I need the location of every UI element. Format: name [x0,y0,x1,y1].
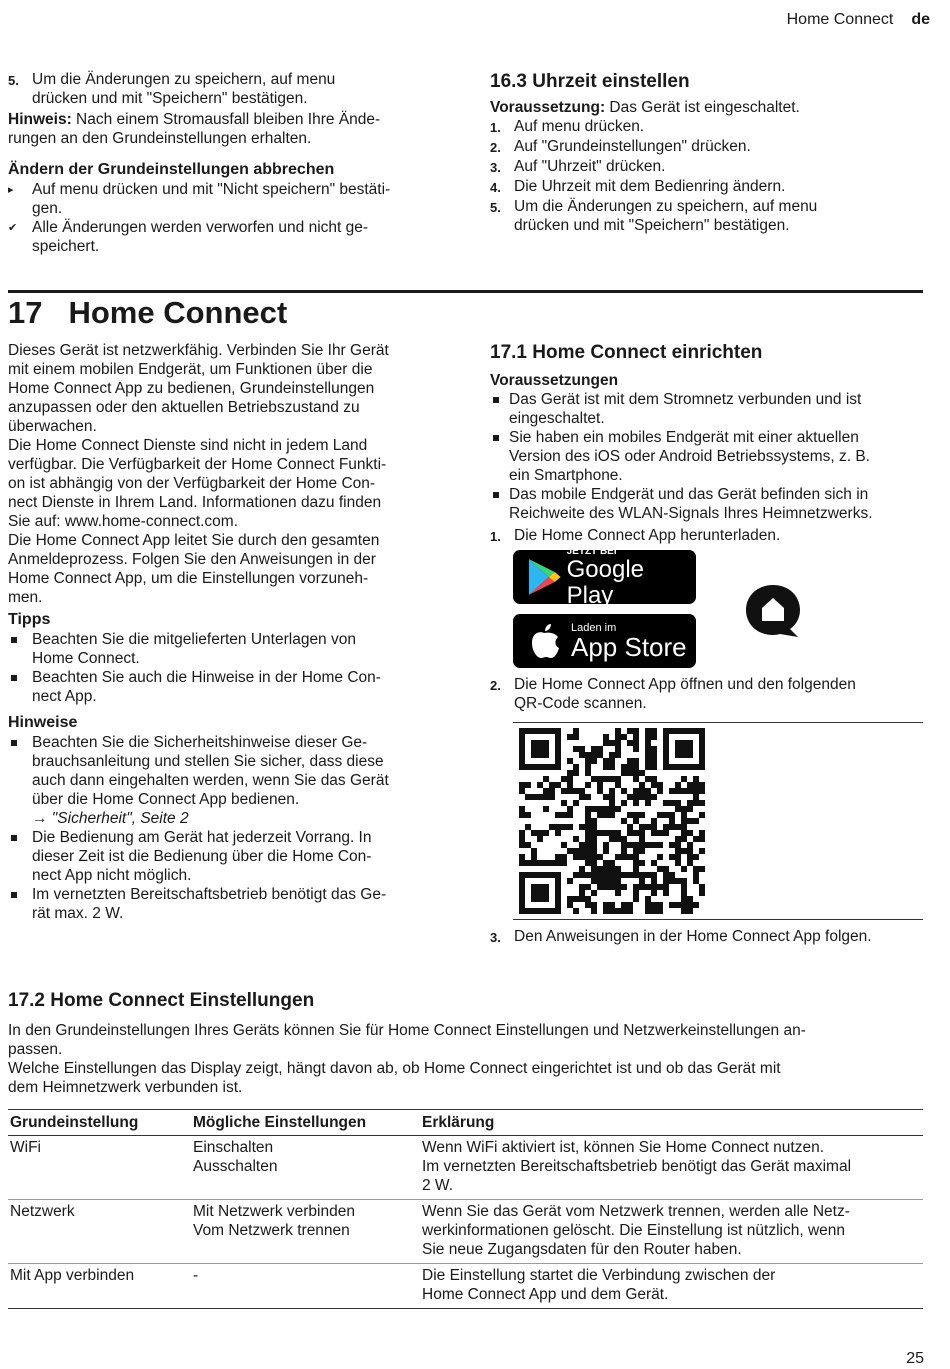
text-line: werkinformationen gelöscht. Die Einstellung ist nützlich, wenn [422,1222,846,1239]
step-text: Um die Änderungen zu speichern, auf [514,198,779,215]
chapter-17-body [8,341,440,923]
intro-text [8,1021,923,1097]
list-item [490,390,925,428]
text-line: Sie haben ein mobiles Endgerät mit einer aktuellen [509,429,859,446]
text-line: on ist abhängig von der Verfügbarkeit der Home Con- [8,475,376,492]
column-header: Erklärung [420,1110,923,1136]
list-item [8,630,440,668]
bullet-square-icon [490,390,509,428]
cancel-instruction [8,180,440,218]
badge-large-text: Google Play [566,555,644,609]
text-line: Beachten Sie auch die Hinweise in der Home Con- [32,669,381,686]
intro-paragraph [8,341,440,607]
step-number: 3. [490,160,501,175]
chapter-number: 17 [8,295,43,330]
menu-key-label: menu [541,118,581,135]
section-16-3 [490,70,925,235]
step-text: Die Home Connect App herunterladen. [514,527,781,544]
section-heading: 17.2 Home Connect Einstellungen [8,990,315,1011]
cancel-result [8,218,440,256]
text-line: - [193,1267,199,1284]
text-line: passen. [8,1041,63,1058]
qr-code [519,728,705,914]
text-line: dieser Zeit ist die Bedienung über die Home Con- [32,848,372,865]
text-line: Version des iOS oder Android Betriebssystems, z. B. [509,448,870,465]
text-line: überwachen. [8,418,97,435]
menu-key-label: menu [778,198,818,215]
bullet-square-icon [490,428,509,485]
step-number: 2. [490,140,501,155]
text-line: auch dann eingehalten werden, wenn Sie das Gerät [32,772,389,789]
result-text: speichert. [32,238,100,255]
text-line: brauchsanleitung und stellen Sie sicher, dass diese [32,753,384,770]
table-header-row [8,1110,923,1136]
previous-section-end [8,70,440,256]
text-line: nect App nicht möglich. [32,867,192,884]
text-line: Anmeldeprozess. Folgen Sie den Anweisungen in der [8,551,376,568]
step-number: 1. [490,529,501,544]
step-2 [490,675,925,713]
cross-reference-link[interactable]: → "Sicherheit", Seite 2 [32,810,189,827]
bullet-square-icon [8,733,32,828]
text-line: Home Connect. [32,650,140,667]
prerequisite [490,98,925,117]
text-line: Die Home Connect App leitet Sie durch den gesamten [8,532,380,549]
list-item-text [32,828,371,885]
page-header [787,11,930,29]
text-line: Sie neue Zugangsdaten für den Router haben. [422,1241,742,1258]
step-number: 3. [490,930,501,945]
step-number: 2. [490,678,501,693]
column-header: Mögliche Einstellungen [191,1110,420,1136]
text-line: mit einem mobilen Endgerät, um Funktionen über die [8,361,373,378]
table-cell-setting: Mit App verbinden [8,1264,191,1309]
instruction-text: gen. [32,200,63,217]
intro-text [8,341,440,607]
step-number: 5. [490,200,501,215]
chapter-name: Home Connect [68,295,288,330]
step-text: Auf [514,118,542,135]
step-text: Die Uhrzeit mit dem Bedienring ändern. [514,178,786,195]
step-1 [490,117,925,137]
text-line: Beachten Sie die mitgelieferten Unterlagen von [32,631,356,648]
text-line: In den Grundeinstellungen Ihres Geräts können Sie für Home Connect Einstellungen und Netzwerkeinstellungen an- [8,1022,806,1039]
text-line: Ausschalten [193,1158,278,1175]
step-3 [490,157,925,177]
text-line: Die Bedienung am Gerät hat jederzeit Vorrang. In [32,829,372,846]
google-play-badge[interactable] [513,545,696,609]
step-3 [490,927,925,947]
list-item-text [32,885,386,923]
text-line: Das mobile Endgerät und das Gerät befinden sich in [509,486,869,503]
text-line: Die Einstellung startet die Verbindung zwischen der [422,1267,776,1284]
text-line: QR-Code scannen. [514,695,647,712]
table-cell-setting: WiFi [8,1136,191,1200]
settings-table [8,1109,923,1309]
list-item-text [32,733,389,809]
list-item-text [509,390,861,428]
page-number: 25 [906,1350,924,1367]
step-text: Auf "Uhrzeit" drücken. [514,158,666,175]
text-line: Vom Netzwerk trennen [193,1222,350,1239]
text-line: Reichweite des WLAN-Signals Ihres Heimnetzwerks. [509,505,873,522]
section-17-2 [8,989,923,1309]
intro-paragraph [8,1021,923,1097]
section-heading: 16.3 Uhrzeit einstellen [490,71,690,92]
home-connect-logo-icon [744,583,802,639]
step-2 [490,137,925,157]
column-header: Grundeinstellung [8,1110,191,1136]
list-item [8,828,440,885]
text-line: verfügbar. Die Verfügbarkeit der Home Connect Funkti- [8,456,387,473]
list-item [490,428,925,485]
text-line: Sie auf: www.home-connect.com. [8,513,239,530]
text-line: ein Smartphone. [509,467,623,484]
step-5 [8,70,440,108]
result-text: Alle Änderungen werden verworfen und nicht ge- [32,219,369,236]
text-line: Im vernetzten Bereitschaftsbetrieb benötigt das Ge- [32,886,387,903]
table-cell-explanation [420,1136,923,1200]
table-cell-options [191,1136,420,1200]
list-item [8,885,440,923]
arrow-right-icon: ▸ [8,184,14,196]
google-play-icon [525,557,563,597]
prerequisite-text: Das Gerät ist eingeschaltet. [605,99,800,116]
step-5 [490,197,925,235]
badge-small-text: Laden im [571,621,617,634]
text-line: Das Gerät ist mit dem Stromnetz verbunden und ist [509,391,862,408]
section-heading: 17.1 Home Connect einrichten [490,342,763,363]
note-text: rungen an den Grundeinstellungen erhalten. [8,130,312,147]
text-line: men. [8,589,43,606]
section-17-1 [490,341,925,546]
bullet-square-icon [8,828,32,885]
menu-key-label: menu [296,71,336,88]
text-line: Home Connect App und dem Gerät. [422,1286,669,1303]
text-line: Home Connect App zu bedienen, Grundeinstellungen [8,380,375,397]
step-1 [490,526,925,546]
text-line: Home Connect App, um die Einstellungen vorzuneh- [8,570,369,587]
step-text: Den Anweisungen in der Home Connect App folgen. [514,928,872,945]
text-line: anzupassen oder den aktuellen Betriebszustand zu [8,399,360,416]
prerequisites-list [490,390,925,523]
list-item-text [32,630,356,668]
table-cell-explanation [420,1200,923,1264]
chapter-divider [8,290,923,293]
step-text: drücken und mit "Speichern" bestätigen. [514,217,790,234]
table-cell-options [191,1264,420,1309]
note-text: Nach einem Stromausfall bleiben Ihre Ände- [71,111,381,128]
badge-large-text: App Store [571,631,687,662]
tipps-list [8,630,440,706]
text-line: über die Home Connect App bedienen. [32,791,300,808]
checkmark-icon: ✔ [8,222,18,234]
hinweise-heading: Hinweise [8,714,78,731]
text-line: Einschalten [193,1139,274,1156]
instruction-text: drücken und mit "Nicht speichern" bestäti- [98,181,391,198]
step-text [514,675,856,713]
bullet-square-icon [8,885,32,923]
step-number: 5. [8,73,19,88]
list-item-text [509,428,870,485]
note-label: Hinweis: [8,111,72,128]
bullet-square-icon [8,630,32,668]
text-line: Wenn Sie das Gerät vom Netzwerk trennen, werden alle Netz- [422,1203,850,1220]
text-line: Die Home Connect Dienste sind nicht in jedem Land [8,437,368,454]
apple-icon [527,621,561,661]
step-text: Um die Änderungen zu speichern, auf [32,71,297,88]
text-line: 2 W. [422,1177,454,1194]
text-line: rät max. 2 W. [32,905,124,922]
text-line: Wenn WiFi aktiviert ist, können Sie Home Connect nutzen. [422,1139,825,1156]
step-text: Auf "Grundeinstellungen" drücken. [514,138,751,155]
text-line: Die Home Connect App öffnen und den folgenden [514,676,856,693]
bullet-square-icon [490,485,509,523]
step-number: 1. [490,120,501,135]
step-text: drücken und mit "Speichern" bestätigen. [32,90,308,107]
hinweis-note [8,110,440,148]
text-line: nect App. [32,688,97,705]
text-line: Beachten Sie die Sicherheitshinweise dieser Ge- [32,734,368,751]
tipps-heading: Tipps [8,611,51,628]
app-store-badge[interactable] [513,614,696,668]
table-cell-setting: Netzwerk [8,1200,191,1264]
step-text: drücken. [580,118,645,135]
bullet-square-icon [8,668,32,706]
text-line: Welche Einstellungen das Display zeigt, hängt davon ab, ob Home Connect eingerichtet ist und ob das Gerät mit [8,1060,781,1077]
steps-list [490,117,925,197]
table-row [8,1264,923,1309]
text-line: dem Heimnetzwerk verbunden ist. [8,1079,243,1096]
header-language: de [911,11,930,28]
table-cell-explanation [420,1264,923,1309]
cancel-heading: Ändern der Grundeinstellungen abbrechen [8,161,335,178]
instruction-text: Auf [32,181,60,198]
text-line: eingeschaltet. [509,410,605,427]
menu-key-label: menu [59,181,99,198]
prerequisites-heading: Voraussetzungen [490,372,619,389]
header-title: Home Connect [786,11,894,28]
list-item [8,733,440,828]
list-item-text [32,668,381,706]
text-line: Mit Netzwerk verbinden [193,1203,355,1220]
list-item-text [509,485,873,523]
text-line: nect Dienste in Ihrem Land. Informationen dazu finden [8,494,382,511]
prerequisite-label: Voraussetzung: [490,99,606,116]
chapter-title [8,295,287,331]
step-number: 4. [490,180,501,195]
table-row [8,1200,923,1264]
text-line: Im vernetzten Bereitschaftsbetrieb benötigt das Gerät maximal [422,1158,852,1175]
table-row [8,1136,923,1200]
list-item [8,668,440,706]
step-4 [490,177,925,197]
text-line: Dieses Gerät ist netzwerkfähig. Verbinden Sie Ihr Gerät [8,342,389,359]
table-cell-options [191,1200,420,1264]
badge-small-text: JETZT BEI [566,545,617,557]
list-item [490,485,925,523]
